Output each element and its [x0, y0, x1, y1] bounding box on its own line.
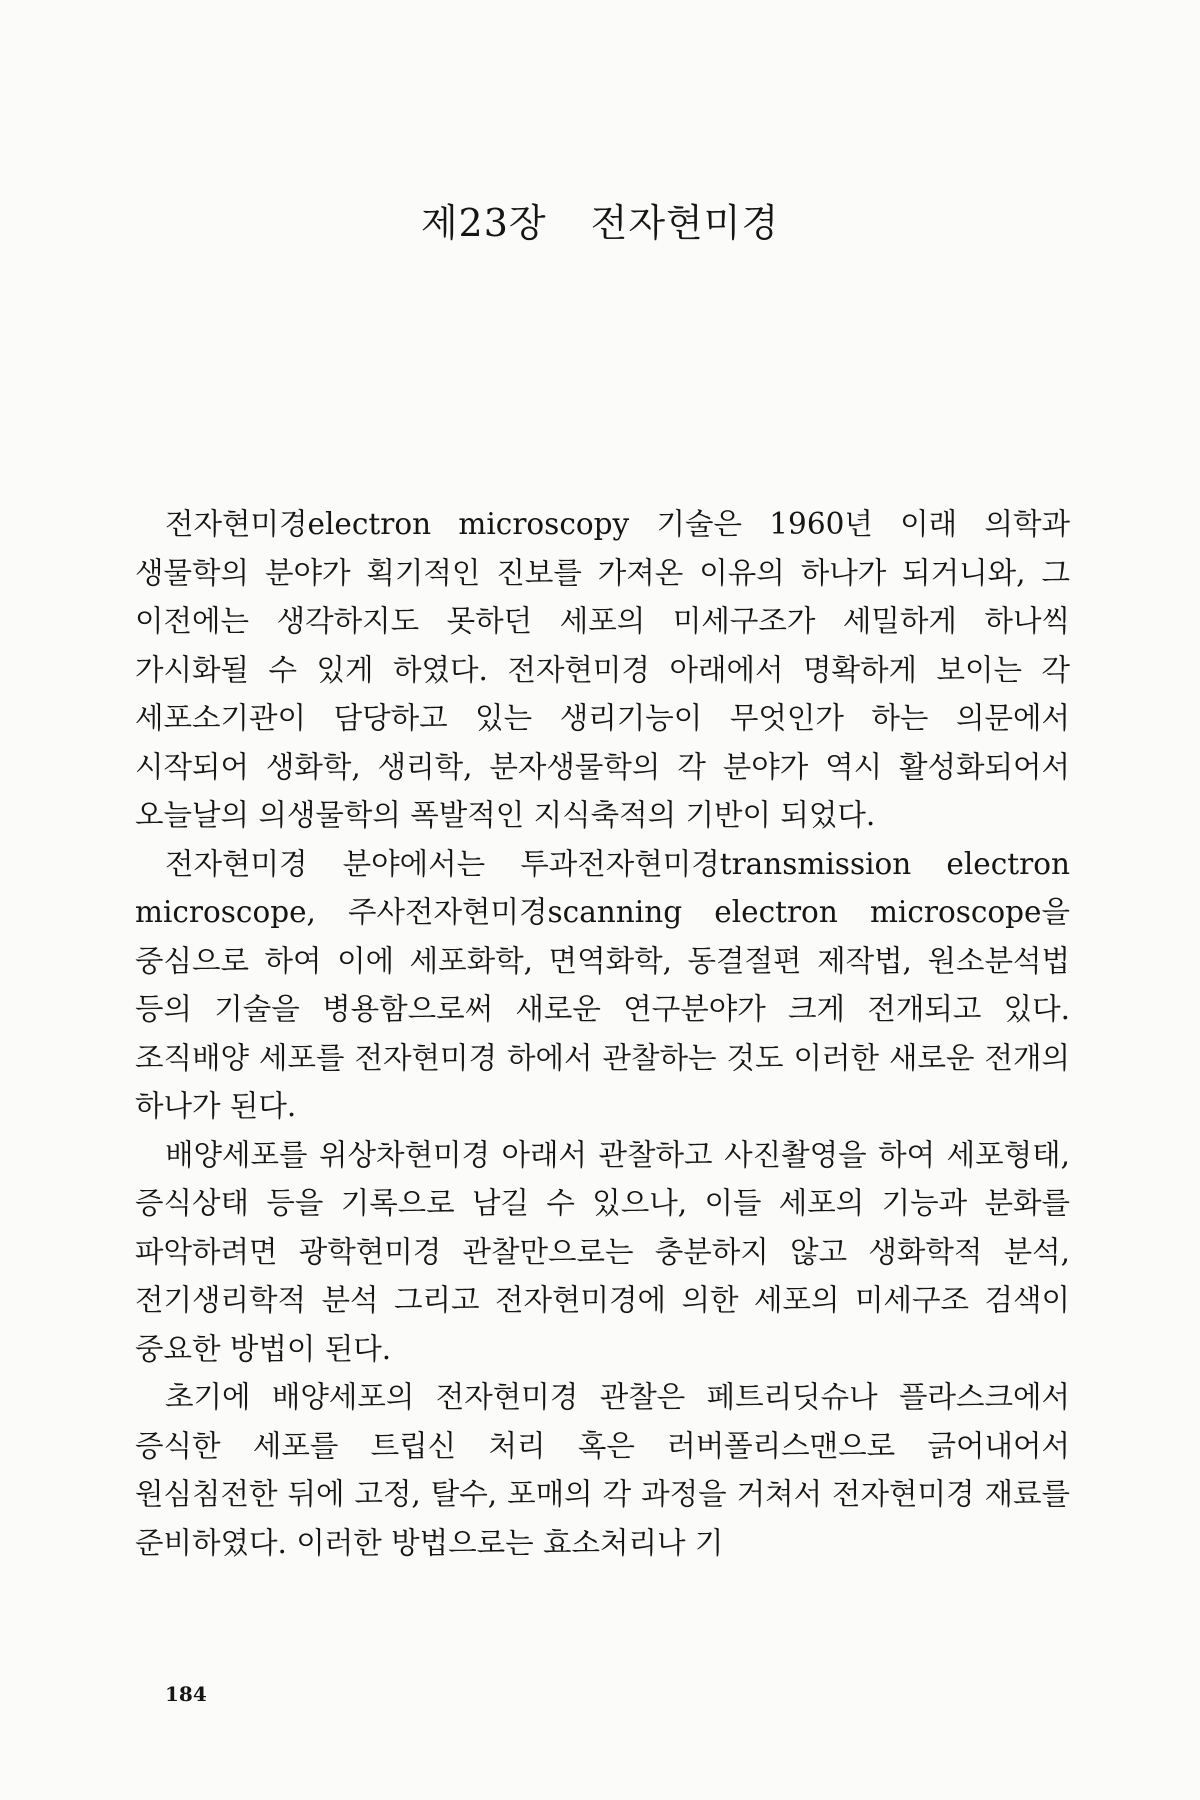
chapter-title — [0, 192, 1200, 247]
paragraph: 전자현미경electron microscopy 기술은 1960년 이래 의학과 생물학의 분야가 획기적인 진보를 가져온 이유의 하나가 되거니와, 그 이전에는 생각하지도 못하던 세포의 미세구조가 세밀하게 하나씩 가시화될 수 있게 하였다. 전자현미경 아래에서 명확하게 보이는 각 세포소기관이 담당하고 있는 생리기능이 무엇인가 하는 의문에서 시작되어 생화학, 생리학, 분자생물학의 각 분야가 역시 활성화되어서 오늘날의 의생물학의 폭발적인 지식축적의 기반이 되었다. — [135, 507, 1070, 832]
paragraph: 전자현미경 분야에서는 투과전자현미경transmission electron microscope, 주사전자현미경scanning electron microscope을 중심으로 하여 이에 세포화학, 면역화학, 동결절편 제작법, 원소분석법 등의 기술을 병용함으로써 새로운 연구분야가 크게 전개되고 있다. 조직배양 세포를 전자현미경 하에서 관찰하는 것도 이러한 새로운 전개의 하나가 된다. — [135, 846, 1070, 1123]
body-text — [135, 500, 1070, 1567]
page-number: 184 — [165, 1682, 207, 1706]
chapter-name: 전자현미경 — [590, 201, 780, 245]
chapter-number: 제23장 — [420, 201, 547, 245]
paragraph: 배양세포를 위상차현미경 아래서 관찰하고 사진촬영을 하여 세포형태, 증식상태 등을 기록으로 남길 수 있으나, 이들 세포의 기능과 분화를 파악하려면 광학현미경 관찰만으로는 충분하지 않고 생화학적 분석, 전기생리학적 분석 그리고 전자현미경에 의한 세포의 미세구조 검색이 중요한 방법이 된다. — [135, 1137, 1070, 1366]
paragraph: 초기에 배양세포의 전자현미경 관찰은 페트리딧슈나 플라스크에서 증식한 세포를 트립신 처리 혹은 러버폴리스맨으로 긁어내어서 원심침전한 뒤에 고정, 탈수, 포매의 각 과정을 거쳐서 전자현미경 재료를 준비하였다. 이러한 방법으로는 효소처리나 기 — [135, 1380, 1070, 1560]
